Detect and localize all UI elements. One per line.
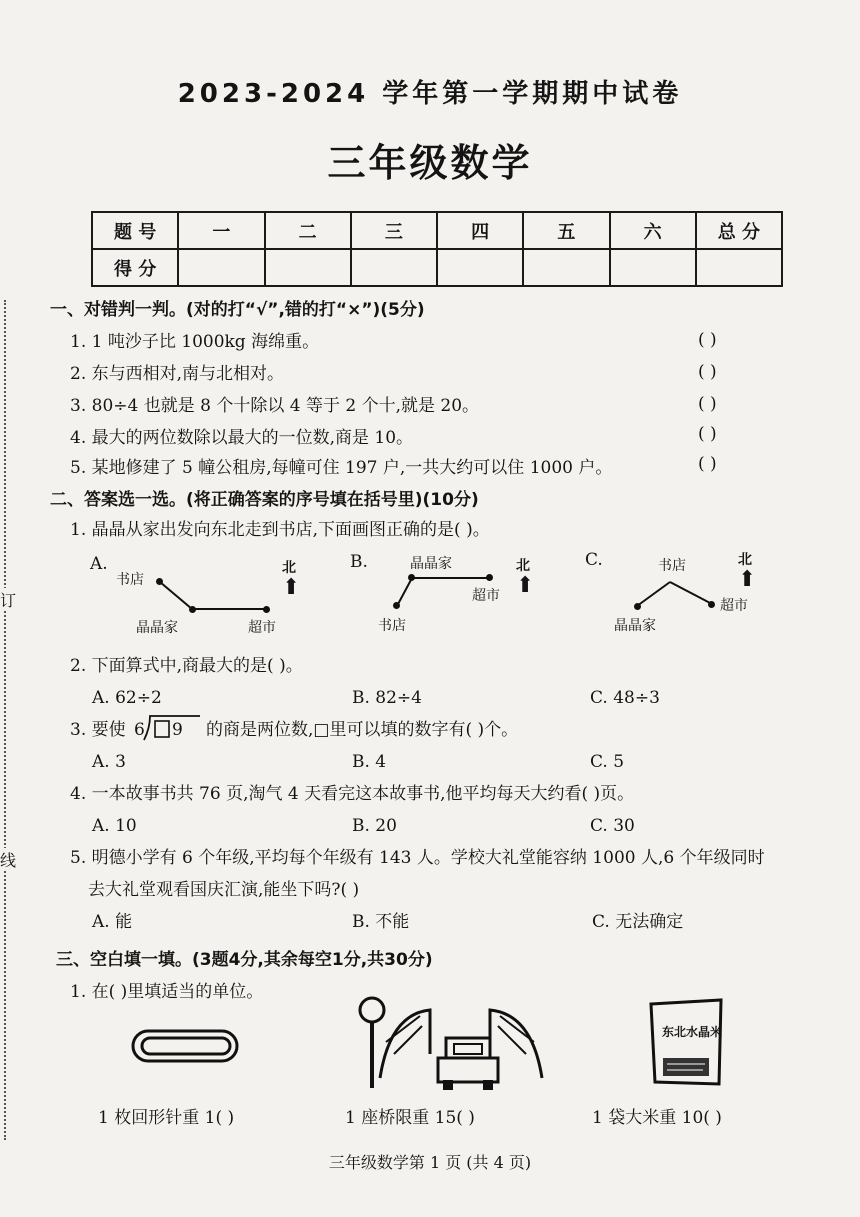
- q1-diagram-c: [630, 570, 730, 620]
- s1-item-3: 3. 80÷4 也就是 8 个十除以 4 等于 2 个十,就是 20。: [70, 396, 480, 416]
- score-cell[interactable]: [437, 249, 523, 286]
- label-shop: 书店: [378, 618, 406, 634]
- north-label: 北: [282, 560, 296, 576]
- answer-paren-4[interactable]: ( ): [698, 424, 717, 444]
- s2-q4: 4. 一本故事书共 76 页,淘气 4 天看完这本故事书,他平均每天大约看( )页。: [70, 784, 635, 804]
- q1-option-c-letter: C.: [585, 550, 603, 570]
- rice-bag-icon: [645, 996, 727, 1088]
- point-home: [408, 574, 415, 581]
- s1-item-2: 2. 东与西相对,南与北相对。: [70, 364, 285, 384]
- caption-rice: 1 袋大米重 10( ): [592, 1108, 722, 1128]
- score-header-cell: 一: [178, 212, 264, 249]
- point-shop: [156, 578, 163, 585]
- s2-q2: 2. 下面算式中,商最大的是( )。: [70, 656, 303, 676]
- point-market: [263, 606, 270, 613]
- label-shop: 书店: [116, 572, 144, 588]
- score-header-cell: 二: [265, 212, 351, 249]
- s2-q1: 1. 晶晶从家出发向东北走到书店,下面画图正确的是( )。: [70, 520, 490, 540]
- q2-option-c[interactable]: C. 48÷3: [590, 688, 660, 708]
- point-home: [634, 603, 641, 610]
- path-line: [670, 582, 712, 604]
- label-home: 晶晶家: [136, 620, 178, 636]
- s1-item-1: 1. 1 吨沙子比 1000kg 海绵重。: [70, 332, 320, 352]
- s2-q5-line2: 去大礼堂观看国庆汇演,能坐下吗?( ): [88, 880, 360, 900]
- rice-bag-label: 东北水晶米: [662, 1025, 723, 1039]
- answer-paren-3[interactable]: ( ): [698, 394, 717, 414]
- score-cell[interactable]: [523, 249, 609, 286]
- q4-option-b[interactable]: B. 20: [352, 816, 397, 836]
- caption-paper-clip: 1 枚回形针重 1( ): [98, 1108, 235, 1128]
- score-cell[interactable]: [610, 249, 696, 286]
- score-cell[interactable]: [178, 249, 264, 286]
- q1-option-b-letter: B.: [350, 552, 368, 572]
- q4-option-c[interactable]: C. 30: [590, 816, 635, 836]
- point-home: [189, 606, 196, 613]
- s1-item-4: 4. 最大的两位数除以最大的一位数,商是 10。: [70, 428, 414, 448]
- score-header-cell: 四: [437, 212, 523, 249]
- label-home: 晶晶家: [614, 618, 656, 634]
- path-line: [637, 582, 670, 606]
- bridge-truck-icon: [350, 996, 545, 1092]
- section-3-title: 三、空白填一填。(3题4分,其余每空1分,共30分): [56, 950, 433, 970]
- section-1-title: 一、对错判一判。(对的打“√”,错的打“×”)(5分): [50, 300, 425, 320]
- north-label: 北: [516, 558, 530, 574]
- score-table: [91, 211, 783, 287]
- s2-q5-line1: 5. 明德小学有 6 个年级,平均每个年级有 143 人。学校大礼堂能容纳 1000 人,6 个年级同时: [70, 848, 765, 868]
- label-market: 超市: [720, 598, 748, 614]
- north-arrow-icon: ⬆: [516, 572, 535, 598]
- q3-divisor: 6: [134, 720, 145, 740]
- q3-option-c[interactable]: C. 5: [590, 752, 625, 772]
- s3-q1: 1. 在( )里填适当的单位。: [70, 982, 264, 1002]
- score-row-label: 得 分: [92, 249, 178, 286]
- score-header-cell: 题 号: [92, 212, 178, 249]
- q1-option-a-letter: A.: [90, 554, 108, 574]
- point-market: [708, 601, 715, 608]
- score-cell[interactable]: [265, 249, 351, 286]
- answer-paren-1[interactable]: ( ): [698, 330, 717, 350]
- score-header-cell: 三: [351, 212, 437, 249]
- north-arrow-icon: ⬆: [282, 574, 301, 600]
- q5-option-b[interactable]: B. 不能: [352, 912, 410, 932]
- north-arrow-icon: ⬆: [738, 566, 757, 592]
- paper-clip-icon: [130, 1026, 242, 1066]
- q3-option-a[interactable]: A. 3: [92, 752, 126, 772]
- q5-option-c[interactable]: C. 无法确定: [592, 912, 684, 932]
- s2-q3-suffix: 的商是两位数,□里可以填的数字有( )个。: [206, 720, 519, 740]
- score-header-cell: 总 分: [696, 212, 782, 249]
- path-line: [160, 582, 192, 609]
- q3-dividend-tail: 9: [172, 720, 183, 740]
- binding-margin-line: [4, 300, 6, 1140]
- point-shop: [393, 602, 400, 609]
- exam-subtitle: 三年级数学: [327, 140, 533, 185]
- s1-item-5: 5. 某地修建了 5 幢公租房,每幢可住 197 户,一共大约可以住 1000 户。: [70, 458, 613, 478]
- answer-paren-5[interactable]: ( ): [698, 454, 717, 474]
- section-2-title: 二、答案选一选。(将正确答案的序号填在括号里)(10分): [50, 490, 479, 510]
- page-footer: 三年级数学第 1 页 (共 4 页): [328, 1153, 532, 1172]
- q2-option-b[interactable]: B. 82÷4: [352, 688, 422, 708]
- score-header-cell: 五: [523, 212, 609, 249]
- q2-option-a[interactable]: A. 62÷2: [92, 688, 162, 708]
- label-home: 晶晶家: [410, 556, 452, 572]
- label-market: 超市: [248, 620, 276, 636]
- answer-paren-2[interactable]: ( ): [698, 362, 717, 382]
- score-header-cell: 六: [610, 212, 696, 249]
- margin-mark-ding: 订: [0, 588, 16, 611]
- path-line: [397, 578, 412, 606]
- score-cell[interactable]: [696, 249, 782, 286]
- point-market: [486, 574, 493, 581]
- q3-option-b[interactable]: B. 4: [352, 752, 387, 772]
- north-label: 北: [738, 552, 752, 568]
- exam-title: 2023-2024 学年第一学期期中试卷: [177, 79, 683, 109]
- score-cell[interactable]: [351, 249, 437, 286]
- s2-q3-prefix: 3. 要使: [70, 720, 126, 740]
- caption-bridge: 1 座桥限重 15( ): [345, 1108, 475, 1128]
- q4-option-a[interactable]: A. 10: [92, 816, 137, 836]
- q5-option-a[interactable]: A. 能: [92, 912, 133, 932]
- label-market: 超市: [472, 588, 500, 604]
- label-shop: 书店: [658, 558, 686, 574]
- margin-mark-xian: 线: [0, 848, 16, 871]
